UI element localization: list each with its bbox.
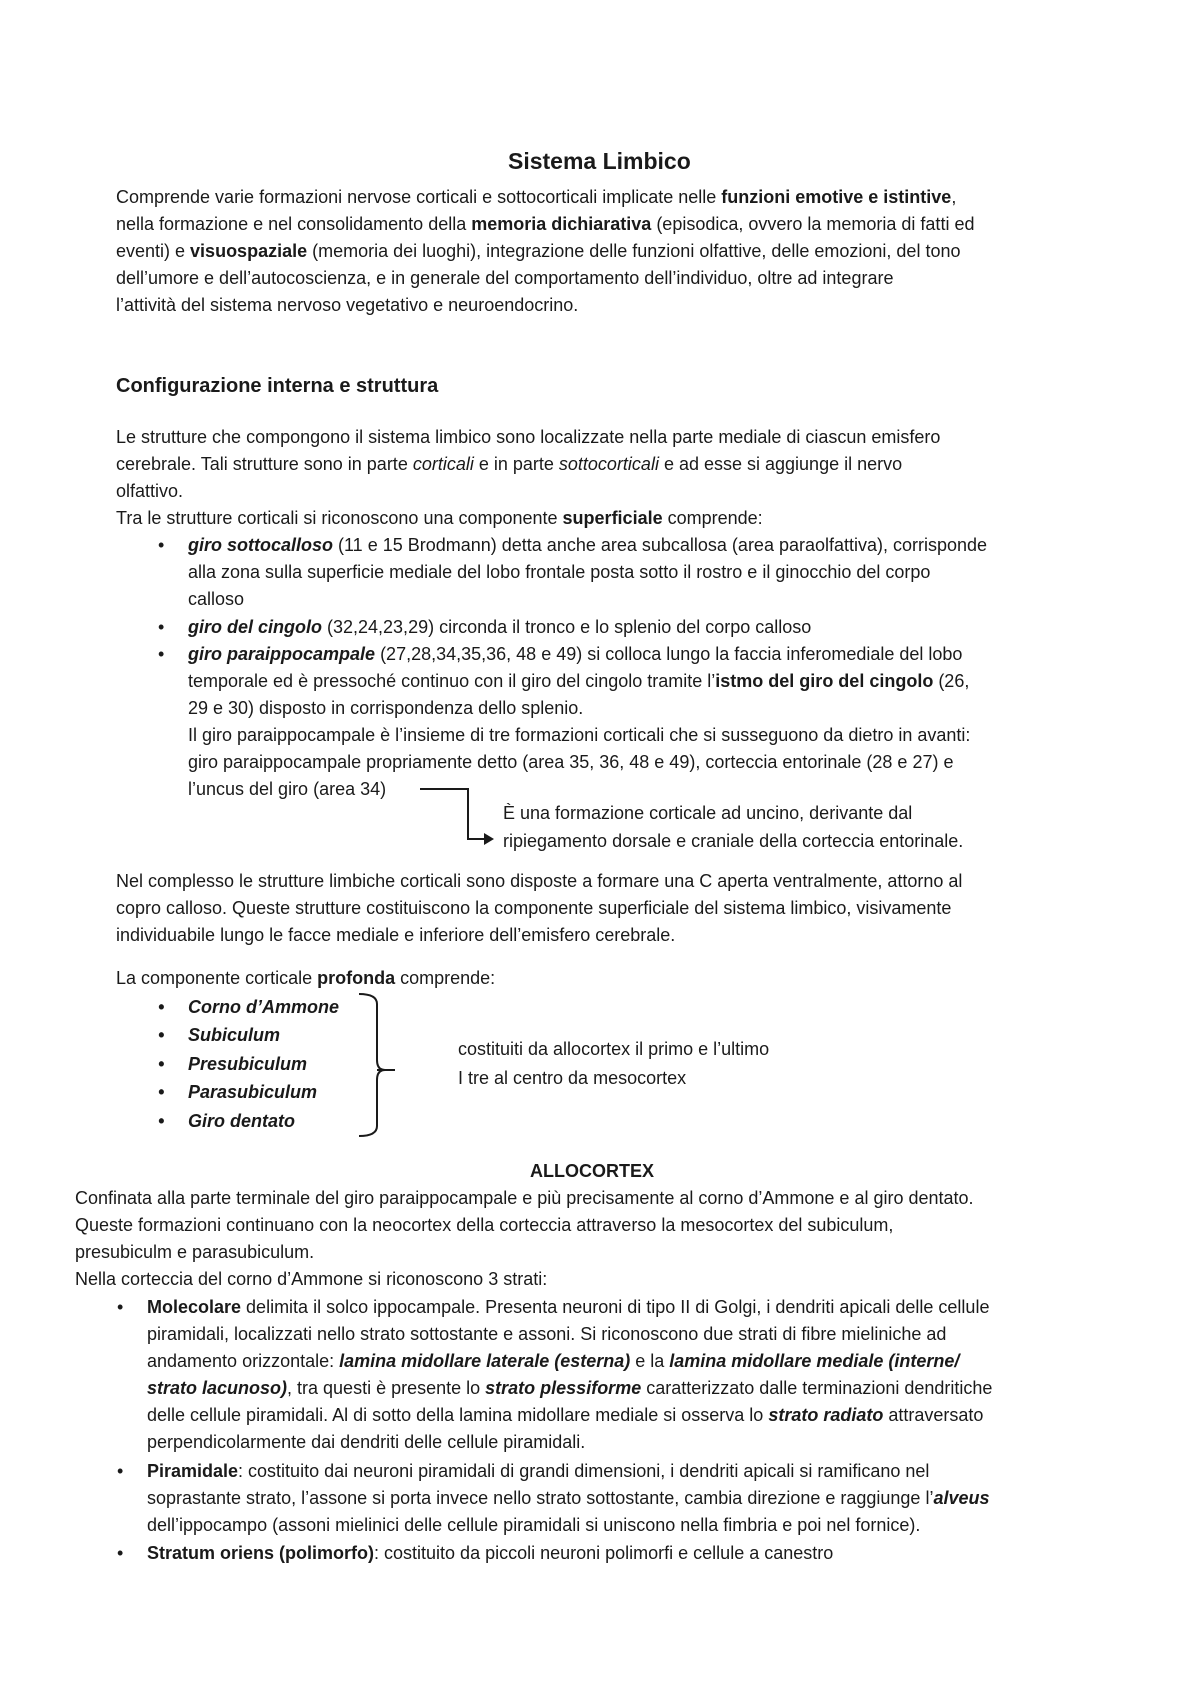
list-item: • Parasubiculum bbox=[188, 1079, 317, 1107]
text: (episodica, ovvero la memoria di fatti ed bbox=[651, 214, 975, 234]
text: : costituito dai neuroni piramidali di grandi dimensioni, i dendriti apicali si ramificano nel bbox=[238, 1461, 930, 1481]
term: strato lacunoso) bbox=[147, 1378, 288, 1398]
text: e in parte bbox=[473, 454, 559, 474]
bullet-line bbox=[188, 668, 969, 696]
paragraph-line: Nella corteccia del corno d’Ammone si riconoscono 3 strati: bbox=[75, 1269, 548, 1289]
bold-text: visuospaziale bbox=[190, 241, 308, 261]
text: e la bbox=[630, 1351, 670, 1371]
intro-line bbox=[116, 184, 956, 212]
deep-note: I tre al centro da mesocortex bbox=[458, 1068, 687, 1088]
text: La componente corticale bbox=[116, 968, 318, 988]
paragraph-line bbox=[116, 965, 495, 993]
text: delle cellule piramidali. Al di sotto della lamina midollare mediale si osserva lo bbox=[147, 1405, 769, 1425]
term: giro sottocalloso bbox=[188, 535, 334, 555]
paragraph-line: olfattivo. bbox=[116, 481, 184, 501]
term: Stratum oriens (polimorfo) bbox=[147, 1543, 375, 1563]
text: eventi) e bbox=[116, 241, 191, 261]
italic-text: sottocorticali bbox=[558, 454, 659, 474]
italic-text: corticali bbox=[412, 454, 474, 474]
paragraph-line bbox=[116, 505, 763, 533]
paragraph-line: individuabile lungo le facce mediale e inferiore dell’emisfero cerebrale. bbox=[116, 925, 676, 945]
text: , bbox=[951, 187, 957, 207]
bullet-line: piramidali, localizzati nello strato sottostante e assoni. Si riconoscono due strati di fibre mieliniche ad bbox=[147, 1324, 947, 1344]
intro-line: dell’umore e dell’autocoscienza, e in generale del comportamento dell’individuo, oltre ad integrare bbox=[116, 268, 894, 288]
bullet-line bbox=[188, 532, 987, 560]
list-item: • Corno d’Ammone bbox=[188, 994, 339, 1022]
paragraph-line: Le strutture che compongono il sistema limbico sono localizzate nella parte mediale di ciascun emisfero bbox=[116, 427, 941, 447]
term: giro del cingolo bbox=[188, 617, 322, 637]
text: soprastante strato, l’assone si porta invece nello strato sottostante, cambia direzione e raggiunge l’ bbox=[147, 1488, 934, 1508]
bullet-line: giro paraippocampale propriamente detto (area 35, 36, 48 e 49), corteccia entorinale (28 e 27) e bbox=[188, 752, 954, 772]
section-heading: Configurazione interna e struttura bbox=[116, 375, 439, 397]
bold-text: superficiale bbox=[562, 508, 663, 528]
text: comprende: bbox=[395, 968, 496, 988]
bold-text: memoria dichiarativa bbox=[471, 214, 652, 234]
text: Comprende varie formazioni nervose corticali e sottocorticali implicate nelle bbox=[116, 187, 722, 207]
term: strato radiato bbox=[768, 1405, 884, 1425]
text: (26, bbox=[933, 671, 970, 691]
text: e ad esse si aggiunge il nervo bbox=[658, 454, 903, 474]
term: lamina midollare laterale (esterna) bbox=[339, 1351, 631, 1371]
bullet-line: calloso bbox=[188, 589, 245, 609]
bullet-line: 29 e 30) disposto in corrispondenza dello splenio. bbox=[188, 698, 584, 718]
paragraph-line: Confinata alla parte terminale del giro paraippocampale e più precisamente al corno d’Ammone e al giro dentato. bbox=[75, 1188, 974, 1208]
paragraph-line: Queste formazioni continuano con la neocortex della corteccia attraverso la mesocortex del subiculum, bbox=[75, 1215, 894, 1235]
intro-line bbox=[116, 238, 960, 266]
text: attraversato bbox=[883, 1405, 984, 1425]
text: Tra le strutture corticali si riconoscono una componente bbox=[116, 508, 563, 528]
bullet-line: perpendicolarmente dai dendriti delle cellule piramidali. bbox=[147, 1432, 586, 1452]
paragraph-line: copro calloso. Queste strutture costituiscono la componente superficiale del sistema limbico, visivamente bbox=[116, 898, 952, 918]
text: (11 e 15 Brodmann) detta anche area subcallosa (area paraolfattiva), corrisponde bbox=[333, 535, 988, 555]
paragraph-line: presubiculm e parasubiculum. bbox=[75, 1242, 315, 1262]
term: lamina midollare mediale (interne/ bbox=[669, 1351, 960, 1371]
intro-line: l’attività del sistema nervoso vegetativo e neuroendocrino. bbox=[116, 295, 579, 315]
bullet-line bbox=[147, 1540, 833, 1568]
text: nella formazione e nel consolidamento della bbox=[116, 214, 472, 234]
page-title: Sistema Limbico bbox=[508, 148, 691, 174]
uncus-note: ripiegamento dorsale e craniale della corteccia entorinale. bbox=[503, 831, 964, 851]
bullet-line: Il giro paraippocampale è l’insieme di tre formazioni corticali che si susseguono da dietro in avanti: bbox=[188, 725, 971, 745]
term: giro paraippocampale bbox=[188, 644, 376, 664]
bold-text: funzioni emotive e istintive bbox=[721, 187, 952, 207]
text: temporale ed è pressoché continuo con il giro del cingolo tramite l’ bbox=[188, 671, 716, 691]
subsection-heading: ALLOCORTEX bbox=[530, 1161, 654, 1181]
term: Molecolare bbox=[147, 1297, 242, 1317]
text: (memoria dei luoghi), integrazione delle funzioni olfattive, delle emozioni, del tono bbox=[307, 241, 961, 261]
term: Piramidale bbox=[147, 1461, 239, 1481]
text: (27,28,34,35,36, 48 e 49) si colloca lungo la faccia inferomediale del lobo bbox=[375, 644, 963, 664]
uncus-arrow-icon bbox=[420, 785, 500, 845]
paragraph-line bbox=[116, 451, 902, 479]
bullet-line bbox=[147, 1348, 959, 1376]
text: caratterizzato dalle terminazioni dendritiche bbox=[641, 1378, 993, 1398]
text: comprende: bbox=[662, 508, 763, 528]
text: andamento orizzontale: bbox=[147, 1351, 340, 1371]
uncus-note: È una formazione corticale ad uncino, derivante dal bbox=[503, 803, 913, 823]
bullet-line bbox=[147, 1458, 929, 1486]
brace-icon bbox=[355, 992, 405, 1142]
bullet-line bbox=[188, 641, 962, 669]
bullet-line bbox=[147, 1375, 992, 1403]
list-item: • Presubiculum bbox=[188, 1051, 307, 1079]
term: strato plessiforme bbox=[485, 1378, 642, 1398]
bullet-line: alla zona sulla superficie mediale del lobo frontale posta sotto il rostro e il ginocchio del corpo bbox=[188, 562, 931, 582]
text: delimita il solco ippocampale. Presenta neuroni di tipo II di Golgi, i dendriti apicali delle cellule bbox=[241, 1297, 990, 1317]
bullet-line bbox=[147, 1485, 990, 1513]
bullet-line bbox=[188, 614, 811, 642]
deep-note: costituiti da allocortex il primo e l’ultimo bbox=[458, 1039, 770, 1059]
bullet-line: l’uncus del giro (area 34) bbox=[188, 779, 387, 799]
text: : costituito da piccoli neuroni polimorfi e cellule a canestro bbox=[374, 1543, 834, 1563]
bullet-line bbox=[147, 1294, 989, 1322]
text: (32,24,23,29) circonda il tronco e lo splenio del corpo calloso bbox=[322, 617, 812, 637]
bold-text: profonda bbox=[317, 968, 396, 988]
bullet-line: dell’ippocampo (assoni mielinici delle cellule piramidali si uniscono nella fimbria e poi nel fornice). bbox=[147, 1515, 921, 1535]
term: alveus bbox=[933, 1488, 990, 1508]
bold-text: istmo del giro del cingolo bbox=[715, 671, 934, 691]
paragraph-line: Nel complesso le strutture limbiche corticali sono disposte a formare una C aperta ventralmente, attorno al bbox=[116, 871, 963, 891]
list-item: • Subiculum bbox=[188, 1022, 280, 1050]
bullet-line bbox=[147, 1402, 983, 1430]
list-item: • Giro dentato bbox=[188, 1108, 295, 1136]
text: cerebrale. Tali strutture sono in parte bbox=[116, 454, 413, 474]
text: , tra questi è presente lo bbox=[287, 1378, 486, 1398]
intro-line bbox=[116, 211, 974, 239]
